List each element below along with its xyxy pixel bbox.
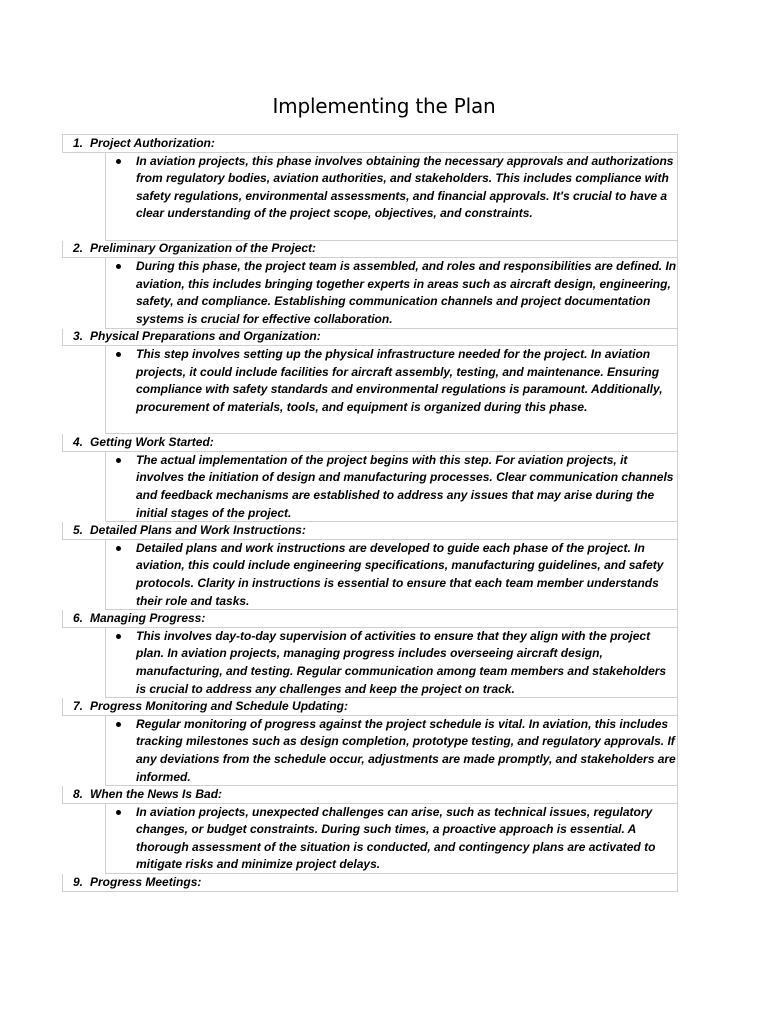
- section-heading-text: Physical Preparations and Organization:: [90, 329, 321, 344]
- bullet-dot-icon: [116, 810, 121, 815]
- bullet-text: Detailed plans and work instructions are developed to guide each phase of the project. In aviation, this could include engineering specifications, manufacturing guidelines, and safety protocols. Clarity in instructions is essential to ensure that each team member understands their role and tasks.: [136, 540, 664, 608]
- section-heading-text: Detailed Plans and Work Instructions:: [90, 522, 306, 537]
- bullet-dot-icon: [116, 546, 121, 551]
- section-heading-7: [62, 698, 678, 716]
- bullet-text: In aviation projects, unexpected challenges can arise, such as technical issues, regulatory changes, or budget constraints. During such times, a proactive approach is essential. A thorough assessment of the situation is conducted, and contingency plans are activated to mitigate risks and minimize project delays.: [136, 804, 656, 872]
- section-heading-6: [62, 610, 678, 628]
- bullet-dot-icon: [116, 159, 121, 164]
- section-bullet-8: [105, 804, 678, 874]
- bullet-text: Regular monitoring of progress against the project schedule is vital. In aviation, this includes tracking milestones such as design completion, prototype testing, and regulatory approvals. If any deviations from the schedule occur, adjustments are made promptly, and stakeholders are informed.: [136, 716, 676, 784]
- bullet-dot-icon: [116, 458, 121, 463]
- bullet-text: In aviation projects, this phase involves obtaining the necessary approvals and authorizations from regulatory bodies, aviation authorities, and stakeholders. This includes compliance with safety regulations, environmental assessments, and financial approvals. It's crucial to have a clear understanding of the project scope, objectives, and constraints.: [136, 153, 674, 221]
- numbered-outline: [62, 134, 678, 892]
- bullet-text: This involves day-to-day supervision of activities to ensure that they align with the project plan. In aviation projects, managing progress includes overseeing aircraft design, manufacturing, and testing. Regular communication among team members and stakeholders is crucial to address any challenges and keep the project on track.: [136, 628, 667, 696]
- section-heading-text: Progress Meetings:: [90, 874, 202, 889]
- section-heading-text: Preliminary Organization of the Project:: [90, 241, 317, 256]
- section-heading-text: Managing Progress:: [90, 610, 206, 625]
- bullet-text: During this phase, the project team is assembled, and roles and responsibilities are defined. In aviation, this includes bringing together experts in areas such as aircraft design, engineering, safety, and compliance. Establishing communication channels and project documentation systems is crucial for effective collaboration.: [136, 259, 677, 326]
- section-bullet-2: [105, 258, 678, 328]
- section-number: 6.: [72, 610, 83, 625]
- bullet-dot-icon: [116, 352, 121, 357]
- section-heading-5: [62, 522, 678, 540]
- bullet-text: The actual implementation of the project begins with this step. For aviation projects, it involves the initiation of design and manufacturing processes. Clear communication channels and feedback mechanisms are established to address any issues that may arise during the initial stages of the project.: [136, 452, 674, 520]
- section-heading-4: [62, 434, 678, 452]
- section-number: 3.: [72, 329, 83, 344]
- section-bullet-1: [105, 153, 678, 241]
- section-number: 4.: [72, 434, 83, 449]
- bullet-dot-icon: [116, 634, 121, 639]
- section-heading-9: [62, 874, 678, 892]
- bullet-dot-icon: [116, 722, 121, 727]
- bullet-text: This step involves setting up the physical infrastructure needed for the project. In aviation projects, it could include facilities for aircraft assembly, testing, and maintenance. Ensuring compliance with safety standards and environmental regulations is paramount. Additionally, procurement of materials, tools, and equipment is organized during this phase.: [136, 347, 663, 414]
- section-heading-text: Project Authorization:: [90, 135, 215, 150]
- bullet-dot-icon: [116, 264, 121, 269]
- section-heading-text: Getting Work Started:: [90, 434, 214, 449]
- section-heading-3: [62, 329, 678, 347]
- section-heading-text: When the News Is Bad:: [90, 786, 223, 801]
- section-number: 2.: [72, 241, 83, 256]
- section-number: 8.: [72, 786, 83, 801]
- section-bullet-5: [105, 540, 678, 610]
- page-title: Implementing the Plan: [272, 94, 496, 118]
- section-heading-1: [62, 135, 678, 153]
- section-bullet-7: [105, 716, 678, 786]
- section-number: 1.: [72, 135, 83, 150]
- section-heading-2: [62, 241, 678, 259]
- section-bullet-3: [105, 346, 678, 434]
- section-number: 9.: [72, 874, 83, 889]
- section-bullet-6: [105, 628, 678, 698]
- section-bullet-4: [105, 452, 678, 522]
- section-number: 5.: [72, 522, 83, 537]
- section-number: 7.: [72, 698, 83, 713]
- section-heading-8: [62, 786, 678, 804]
- section-heading-text: Progress Monitoring and Schedule Updating:: [90, 698, 349, 713]
